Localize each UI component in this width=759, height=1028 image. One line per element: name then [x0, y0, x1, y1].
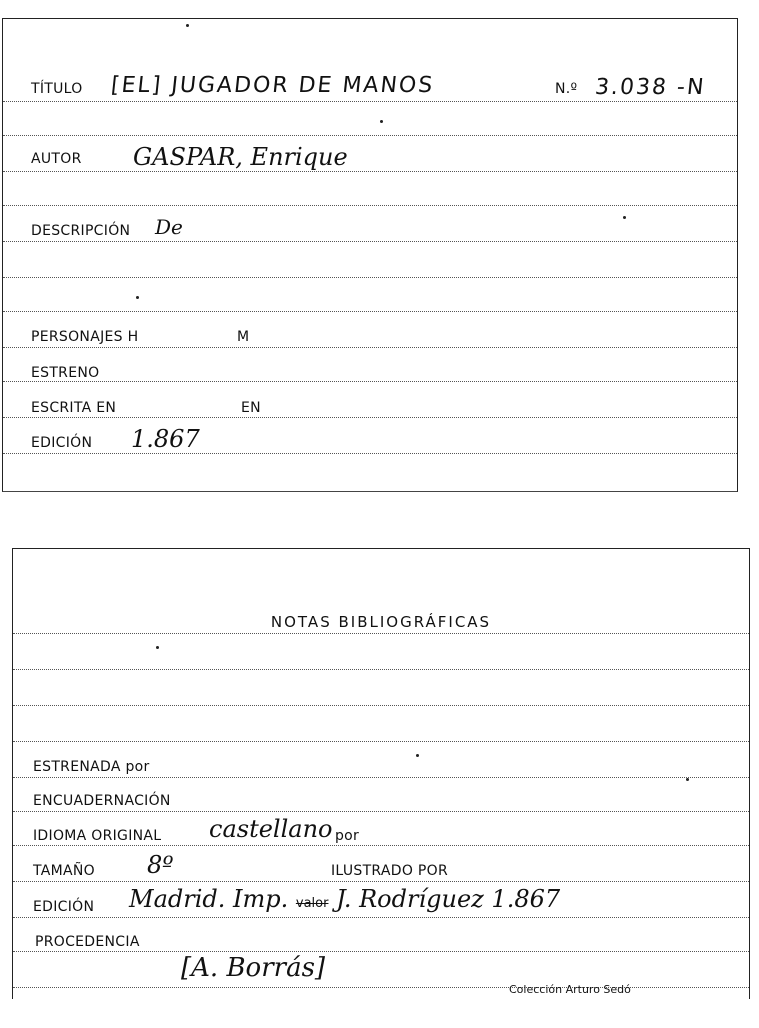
edicion-label: EDICIÓN — [33, 899, 95, 915]
scan-speck — [186, 24, 189, 27]
idioma-value: castellano — [209, 815, 333, 843]
ruled-line — [13, 777, 749, 778]
numero-value: 3.038 -N — [593, 75, 707, 100]
procedencia-label: PROCEDENCIA — [35, 934, 140, 950]
encuadernacion-label: ENCUADERNACIÓN — [33, 793, 171, 809]
escrita-en-label: EN — [241, 400, 261, 416]
catalog-card-bottom — [12, 548, 750, 999]
scan-speck — [416, 754, 419, 757]
edicion-value-start: Madrid. Imp. — [129, 885, 296, 913]
ruled-line — [13, 811, 749, 812]
ruled-line — [13, 987, 749, 988]
scan-speck — [623, 216, 626, 219]
titulo-label: TÍTULO — [31, 81, 83, 97]
edicion-struck-text: valor — [295, 896, 329, 911]
personajes-label: PERSONAJES H — [31, 329, 139, 345]
estreno-label: ESTRENO — [31, 365, 100, 381]
ruled-line — [3, 417, 737, 418]
descripcion-label: DESCRIPCIÓN — [31, 223, 131, 239]
edicion-value: 1.867 — [131, 425, 200, 453]
ruled-line — [13, 741, 749, 742]
ruled-line — [13, 845, 749, 846]
estrenada-label: ESTRENADA por — [33, 759, 150, 775]
catalog-card-top — [2, 18, 738, 492]
ruled-line — [3, 311, 737, 312]
ruled-line — [3, 381, 737, 382]
ruled-line — [3, 171, 737, 172]
ruled-line — [3, 241, 737, 242]
idioma-label: IDIOMA ORIGINAL — [33, 828, 162, 844]
ruled-line — [3, 277, 737, 278]
descripcion-value: De — [155, 215, 183, 239]
personajes-m-label: M — [237, 329, 250, 345]
ruled-line — [3, 205, 737, 206]
edicion-value — [129, 885, 560, 913]
edicion-label: EDICIÓN — [31, 435, 93, 451]
edicion-value-rest: J. Rodríguez 1.867 — [328, 885, 561, 913]
scan-speck — [156, 646, 159, 649]
ruled-line — [3, 101, 737, 102]
ruled-line — [13, 669, 749, 670]
ruled-line — [13, 881, 749, 882]
ruled-line — [3, 453, 737, 454]
ilustrado-label: ILUSTRADO POR — [331, 863, 448, 879]
ruled-line — [13, 633, 749, 634]
scan-speck — [136, 296, 139, 299]
tamano-value: 8º — [147, 851, 174, 879]
notas-heading: NOTAS BIBLIOGRÁFICAS — [270, 613, 492, 631]
autor-label: AUTOR — [31, 151, 82, 167]
collection-stamp: Colección Arturo Sedó — [509, 983, 631, 996]
procedencia-value: [A. Borrás] — [181, 953, 326, 983]
ruled-line — [13, 951, 749, 952]
idioma-por-label: por — [335, 828, 360, 844]
titulo-value: [EL] JUGADOR DE MANOS — [109, 73, 436, 98]
ruled-line — [13, 917, 749, 918]
autor-value: GASPAR, Enrique — [133, 143, 348, 171]
scan-speck — [686, 778, 689, 781]
ruled-line — [13, 705, 749, 706]
escrita-label: ESCRITA EN — [31, 400, 117, 416]
ruled-line — [3, 347, 737, 348]
scan-speck — [380, 120, 383, 123]
tamano-label: TAMAÑO — [33, 863, 95, 879]
ruled-line — [3, 135, 737, 136]
numero-label: N.º — [555, 81, 578, 97]
